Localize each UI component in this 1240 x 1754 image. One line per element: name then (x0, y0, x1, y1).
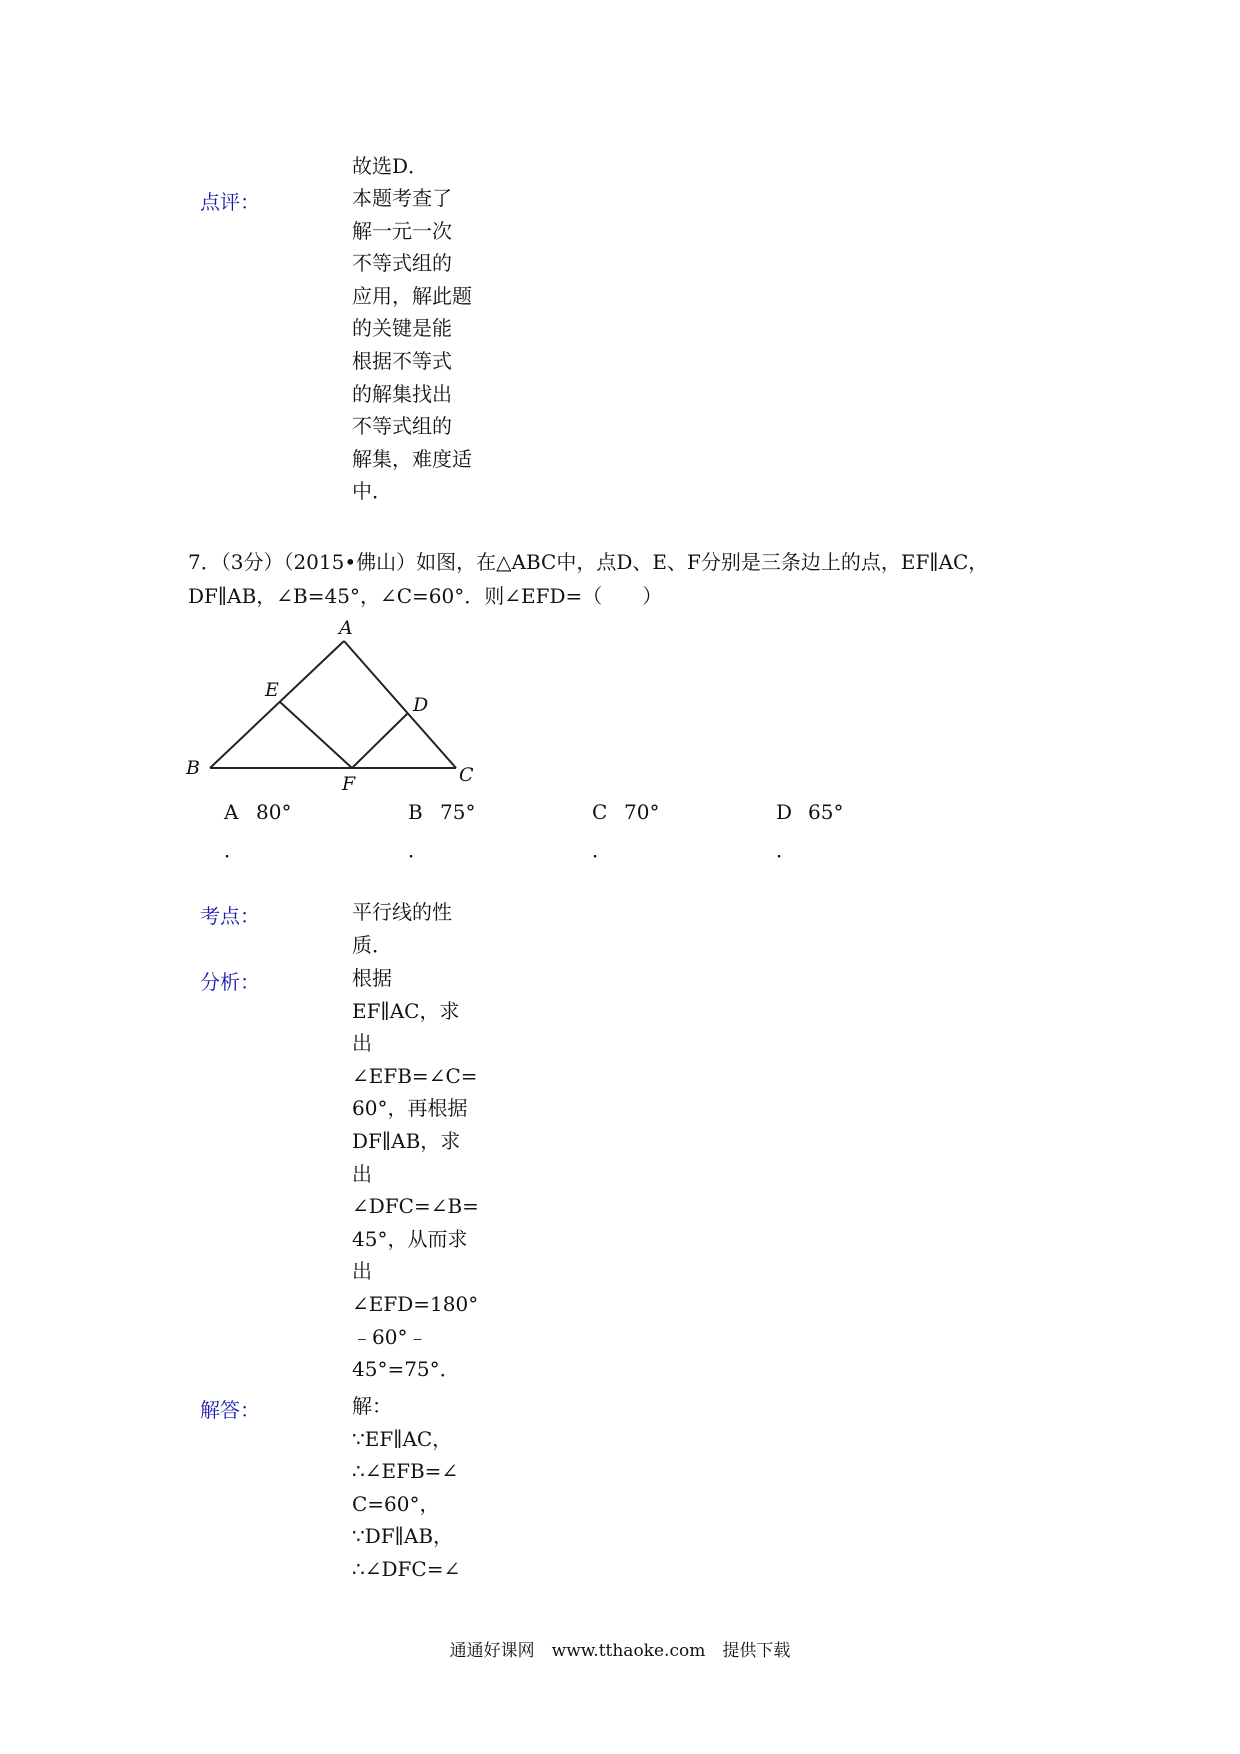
jieda-line: ∵EF∥AC， (352, 1426, 453, 1451)
jieda-line: ∵DF∥AB， (352, 1524, 454, 1549)
comment-line: 应用，解此题 (352, 283, 472, 308)
fenxi-line: 45°，从而求 (352, 1226, 468, 1251)
comment-line: 的解集找出 (352, 381, 452, 406)
label-e: E (265, 679, 279, 701)
kaodian-line: 平行线的性 (352, 900, 452, 924)
option-letter: A (224, 800, 239, 824)
jieda-label: 解答： (200, 1398, 260, 1422)
fenxi-line: DF∥AB，求 (352, 1128, 461, 1153)
fenxi-line: 根据 (352, 966, 392, 990)
label-f: F (342, 773, 356, 792)
comment-label: 点评： (200, 190, 260, 214)
comment-body (352, 182, 492, 508)
comment-line: 的关键是能 (352, 316, 452, 341)
fenxi-line: 60°，再根据 (352, 1096, 468, 1121)
option-letter: D (776, 800, 793, 824)
kaodian-label: 考点： (200, 904, 260, 928)
comment-line: 本题考查了 (352, 186, 452, 210)
segment-df (352, 713, 408, 768)
fenxi-line: 45°=75°． (352, 1357, 460, 1382)
option-dot: ． (592, 838, 612, 862)
kaodian-body (352, 896, 492, 961)
comment-line: 解一元一次 (352, 218, 452, 243)
comment-line: 不等式组的 (352, 251, 452, 276)
option-dot: ． (224, 838, 244, 862)
triangle-figure (180, 612, 480, 792)
fenxi-line: 出 (352, 1161, 372, 1186)
page-footer: 通通好课网 www.tthaoke.com 提供下载 (449, 1641, 791, 1661)
fenxi-line: ﹣60°﹣ (352, 1324, 428, 1349)
side-ac (344, 641, 456, 768)
conclusion-text: 故选D． (352, 154, 429, 178)
jieda-line: 解： (352, 1394, 392, 1418)
side-ab (210, 641, 344, 768)
fenxi-line: ∠DFC=∠B= (352, 1194, 479, 1219)
kaodian-line: 质． (352, 932, 392, 957)
comment-line: 中． (352, 479, 392, 504)
comment-line: 根据不等式 (352, 348, 452, 373)
option-value: 75° (440, 800, 476, 824)
option-dot: ． (408, 838, 428, 862)
option-value: 70° (624, 800, 660, 824)
fenxi-line: EF∥AC，求 (352, 998, 460, 1023)
jieda-body (352, 1390, 492, 1586)
option-letter: C (592, 800, 608, 824)
fenxi-line: 出 (352, 1259, 372, 1284)
segment-ef (280, 702, 352, 768)
option-letter: B (408, 800, 423, 824)
comment-line: 解集，难度适 (352, 446, 472, 471)
fenxi-label: 分析： (200, 970, 260, 994)
comment-line: 不等式组的 (352, 414, 452, 439)
jieda-line: C=60°， (352, 1491, 440, 1516)
option-value: 65° (808, 800, 844, 824)
jieda-line: ∴∠DFC=∠ (352, 1556, 461, 1581)
jieda-line: ∴∠EFB=∠ (352, 1459, 459, 1484)
label-d: D (413, 694, 429, 716)
option-dot: ． (776, 838, 796, 862)
label-b: B (186, 757, 200, 779)
option-value: 80° (256, 800, 292, 824)
label-a: A (339, 617, 353, 639)
label-c: C (459, 764, 474, 786)
fenxi-body (352, 962, 492, 1386)
fenxi-line: ∠EFD=180° (352, 1291, 479, 1316)
fenxi-line: ∠EFB=∠C= (352, 1063, 478, 1088)
question-stem-line-1: 7．（3分）（2015•佛山）如图，在△ABC中，点D、E、F分别是三条边上的点，EF∥AC， (188, 550, 989, 574)
question-stem-line-2: DF∥AB，∠B=45°，∠C=60°．则∠EFD=（ ） (188, 584, 663, 608)
fenxi-line: 出 (352, 1031, 372, 1056)
